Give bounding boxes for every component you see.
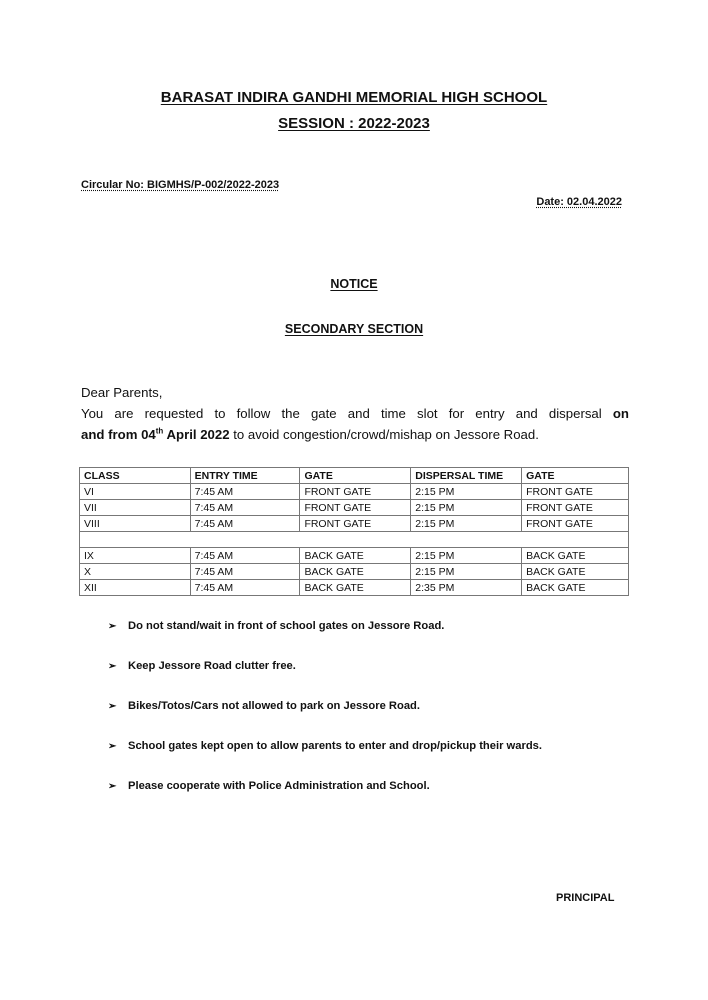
school-name: BARASAT INDIRA GANDHI MEMORIAL HIGH SCHOOL [160,89,548,106]
arrow-bullet-icon: ➢ [108,781,117,792]
date-suffix: th [155,426,164,436]
table-header-row [80,468,629,484]
arrow-bullet-icon: ➢ [108,741,117,752]
notice-date: Date: 02.04.2022 [536,196,622,208]
list-item [108,700,420,712]
list-item-text: Keep Jessore Road clutter free. [128,660,296,672]
table-row [80,548,629,564]
circular-number: Circular No: BIGMHS/P-002/2022-2023 [81,179,280,191]
list-item-text: School gates kept open to allow parents to enter and drop/pickup their wards. [128,740,542,752]
cell-entry-gate: FRONT GATE [300,500,411,516]
cell-class: X [80,564,191,580]
header-entry-time: ENTRY TIME [190,468,300,484]
table-row [80,580,629,596]
signature-principal: PRINCIPAL [556,892,615,904]
arrow-bullet-icon: ➢ [108,661,117,672]
body-bold: on [612,406,629,421]
body-line-2 [81,424,629,445]
cell-dispersal-time: 2:35 PM [411,580,522,596]
table-spacer-row [80,532,629,548]
cell-dispersal-time: 2:15 PM [411,500,522,516]
header-class: CLASS [80,468,191,484]
body-text-2: to avoid congestion/crowd/mishap on Jessore Road. [229,427,539,442]
cell-dispersal-gate: FRONT GATE [522,500,629,516]
cell-dispersal-time: 2:15 PM [411,516,522,532]
list-item [108,740,542,752]
cell-class: VII [80,500,191,516]
session-title: SESSION : 2022-2023 [278,115,430,132]
section-heading: SECONDARY SECTION [284,322,424,336]
cell-entry-time: 7:45 AM [190,564,300,580]
header-dispersal-time: DISPERSAL TIME [411,468,522,484]
list-item-text: Do not stand/wait in front of school gates on Jessore Road. [128,620,445,632]
body-line-1 [81,403,629,424]
cell-class: VI [80,484,191,500]
cell-entry-gate: BACK GATE [300,564,411,580]
table-row [80,500,629,516]
spacer-cell [80,532,629,548]
cell-dispersal-gate: BACK GATE [522,580,629,596]
cell-dispersal-gate: FRONT GATE [522,484,629,500]
cell-dispersal-time: 2:15 PM [411,548,522,564]
table-row [80,516,629,532]
cell-entry-time: 7:45 AM [190,500,300,516]
greeting: Dear Parents, [81,385,163,400]
cell-entry-time: 7:45 AM [190,548,300,564]
cell-entry-time: 7:45 AM [190,580,300,596]
cell-entry-time: 7:45 AM [190,484,300,500]
arrow-bullet-icon: ➢ [108,621,117,632]
cell-entry-gate: BACK GATE [300,580,411,596]
cell-dispersal-time: 2:15 PM [411,484,522,500]
cell-entry-gate: FRONT GATE [300,484,411,500]
list-item-text: Please cooperate with Police Administration and School. [128,780,430,792]
body-text: You are requested to follow the gate and time slot for entry and dispersal [81,406,602,421]
cell-dispersal-gate: BACK GATE [522,548,629,564]
cell-entry-gate: FRONT GATE [300,516,411,532]
table-row [80,484,629,500]
cell-entry-time: 7:45 AM [190,516,300,532]
notice-heading: NOTICE [330,277,378,291]
arrow-bullet-icon: ➢ [108,701,117,712]
header-entry-gate: GATE [300,468,411,484]
cell-dispersal-gate: FRONT GATE [522,516,629,532]
cell-class: VIII [80,516,191,532]
cell-class: IX [80,548,191,564]
list-item [108,660,296,672]
list-item [108,620,444,632]
cell-class: XII [80,580,191,596]
body-bold-date [81,427,230,442]
cell-dispersal-gate: BACK GATE [522,564,629,580]
date-month: April 2022 [163,427,230,442]
date-text: and from 04 [81,427,156,442]
schedule-table [79,467,629,596]
table-row [80,564,629,580]
cell-dispersal-time: 2:15 PM [411,564,522,580]
list-item [108,780,430,792]
header-dispersal-gate: GATE [522,468,629,484]
list-item-text: Bikes/Totos/Cars not allowed to park on Jessore Road. [128,700,420,712]
cell-entry-gate: BACK GATE [300,548,411,564]
